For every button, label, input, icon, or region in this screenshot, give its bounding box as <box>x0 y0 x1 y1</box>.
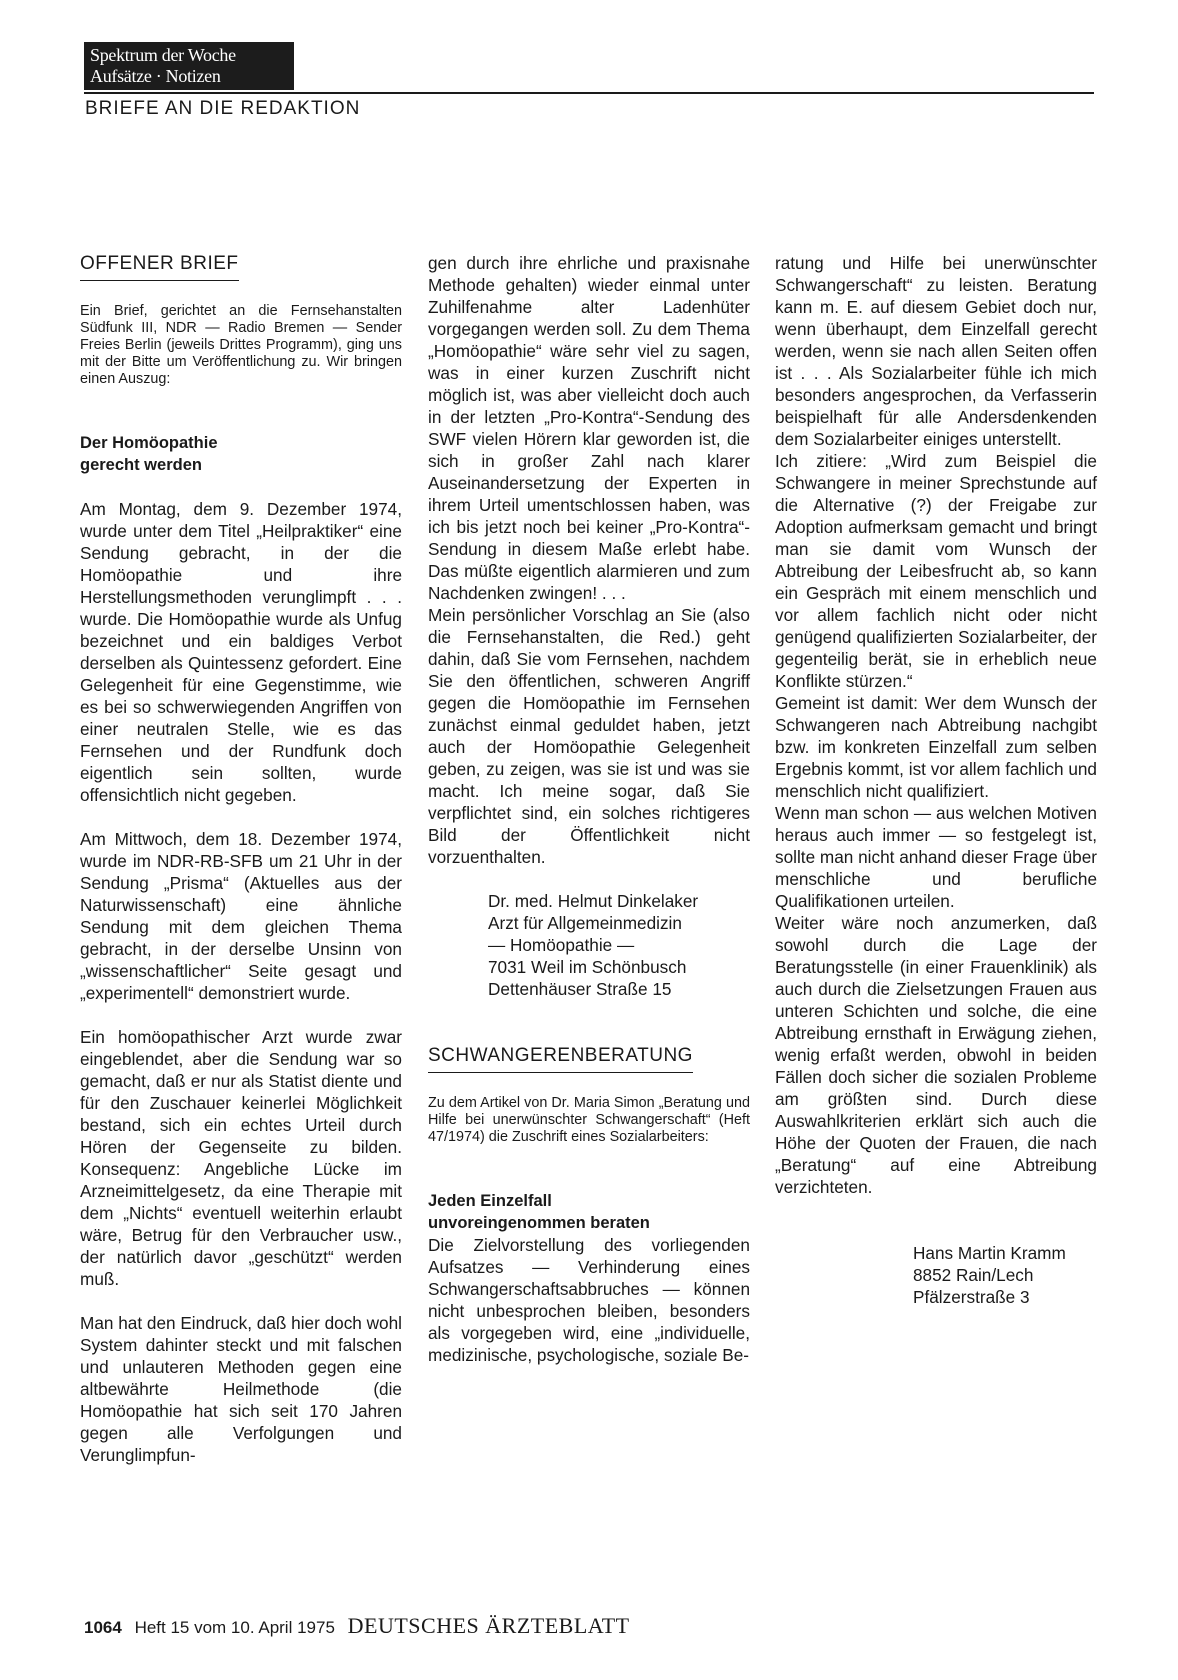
letter-2-subhead <box>428 1190 750 1234</box>
letter-1-intro: Ein Brief, gerichtet an die Fernsehanstalten Südfunk III, NDR — Radio Bremen — Sender Freies Berlin (jeweils Drittes Programm), ging uns mit der Bitte um Veröffentlichung zu. Wir bringen einen Auszug: <box>80 303 402 387</box>
signature-line: Hans Martin Kramm <box>913 1243 1066 1263</box>
signature-line: — Homöopathie — <box>488 935 635 955</box>
letter-1-heading: OFFENER BRIEF <box>80 253 239 281</box>
masthead-line-1: Spektrum der Woche <box>90 45 236 65</box>
letter-2-paragraph-3: Gemeint ist damit: Wer dem Wunsch der Schwangeren nach Abtreibung nachgibt bzw. im konkreten Einzelfall zum selben Ergebnis kommt, ist vor allem fachlich und menschlich nicht qualifiziert. <box>775 693 1097 801</box>
publication-name: DEUTSCHES ÄRZTEBLATT <box>347 1613 630 1638</box>
letter-2-subhead-line-1: Jeden Einzelfall <box>428 1192 552 1210</box>
letter-2-heading: SCHWANGERENBERATUNG <box>428 1045 693 1073</box>
page-number: 1064 <box>84 1618 122 1637</box>
header-rule <box>84 92 1094 94</box>
letter-1-subhead <box>80 432 402 476</box>
letter-1-paragraph-1: Am Montag, dem 9. Dezember 1974, wurde unter dem Titel „Heilpraktiker“ eine Sendung gebracht, in der die Homöopathie und ihre Herstellungsmethoden verunglimpft . . . wurde. Die Homöopathie wurde als Unfug bezeichnet und ein baldiges Verbot derselben als Quintessenz gefordert. Eine Gelegenheit für eine Gegenstimme, wie es bei so schwerwiegenden Angriffen von einer neutralen Stelle, wie es das Fernsehen und der Rundfunk doch eigentlich sein sollten, wurde offensichtlich nicht gegeben. <box>80 499 402 805</box>
letter-2-intro: Zu dem Artikel von Dr. Maria Simon „Beratung und Hilfe bei unerwünschter Schwangerschaft“ (Heft 47/1974) die Zuschrift eines Sozialarbeiters: <box>428 1095 750 1145</box>
letter-1-paragraph-4-continued: gen durch ihre ehrliche und praxisnahe Methode gehalten) wieder einmal unter Zuhilfenahme alter Ladenhüter vorgegangen werden soll. Zu dem Thema „Homöopathie“ wäre sehr viel zu sagen, was in einer kurzen Zuschrift nicht möglich ist, was aber vielleicht doch auch in der letzten „Pro-Kontra“-Sendung des SWF vielen Hörern klar geworden ist, die sich in großer Zahl nach klarer Auseinandersetzung der Experten in ihrem Urteil umentschlossen haben, was ich bis jetzt noch bei keiner „Pro-Kontra“-Sendung in diesem Maße erlebt habe. Das müßte eigentlich alarmieren und zum Nachdenken zwingen! . . . <box>428 253 750 603</box>
section-title: BRIEFE AN DIE REDAKTION <box>85 98 361 119</box>
letter-2-paragraph-2: Ich zitiere: „Wird zum Beispiel die Schwangere in meiner Sprechstunde auf die Alternative (?) der Freigabe zur Adoption aufmerksam gemacht und bringt man sie damit vom Wunsch der Abtreibung der Leibesfrucht ab, so kann ein Gespräch mit einem menschlich und vor allem fachlich nicht oder nicht genügend qualifizierten Sozialarbeiter, der gegenteilig berät, sie in erheblich neue Konflikte stürzen.“ <box>775 451 1097 691</box>
masthead-box <box>84 42 294 90</box>
letter-1-subhead-line-2: gerecht werden <box>80 456 202 474</box>
letter-2-paragraph-5: Weiter wäre noch anzumerken, daß sowohl durch die Lage der Beratungsstelle (in einer Frauenklinik) als auch durch die Zielsetzungen Frauen aus unteren Schichten und solche, die eine Abtreibung ernsthaft in Erwägung ziehen, wenig erfaßt werden, obwohl in beiden Fällen doch sicher die sozialen Probleme am größten sind. Durch diese Auswahlkriterien erklärt sich auch die Höhe der Quoten der Frauen, die nach „Beratung“ auf eine Abtreibung verzichteten. <box>775 913 1097 1197</box>
letter-2-paragraph-4: Wenn man schon — aus welchen Motiven heraus auch immer — so festgelegt ist, sollte man nicht anhand dieser Frage über menschliche und berufliche Qualifikationen urteilen. <box>775 803 1097 911</box>
signature-line: Dettenhäuser Straße 15 <box>488 979 672 999</box>
column-2 <box>428 252 750 1366</box>
letter-1-paragraph-4: Man hat den Eindruck, daß hier doch wohl System dahinter steckt und mit falschen und unlauteren Methoden gegen eine altbewährte Heilmethode (die Homöopathie hat sich seit 170 Jahren gegen alle Verfolgungen und Verunglimpfun- <box>80 1313 402 1465</box>
letter-1-paragraph-5: Mein persönlicher Vorschlag an Sie (also die Fernsehanstalten, die Red.) geht dahin, daß Sie vom Fernsehen, nachdem Sie den öffentlichen, schweren Angriff gegen die Homöopathie im Fernsehen zunächst einmal geduldet haben, jetzt auch der Homöopathie Gelegenheit geben, zu zeigen, was sie ist und was sie macht. Ich meine sogar, daß Sie verpflichtet sind, ein solches richtigeres Bild der Öffentlichkeit nicht vorzuenthalten. <box>428 605 750 867</box>
letter-2-subhead-line-2: unvoreingenommen beraten <box>428 1214 650 1232</box>
column-3 <box>775 252 1097 1308</box>
signature-line: Dr. med. Helmut Dinkelaker <box>488 891 699 911</box>
masthead-line-2: Aufsätze · Notizen <box>90 66 221 86</box>
signature-line: Pfälzerstraße 3 <box>913 1287 1030 1307</box>
issue-info: Heft 15 vom 10. April 1975 <box>134 1618 335 1637</box>
signature-line: 7031 Weil im Schönbusch <box>488 957 687 977</box>
column-1 <box>80 252 402 1466</box>
letter-2-paragraph-1-continued: ratung und Hilfe bei unerwünschter Schwangerschaft“ zu leisten. Beratung kann m. E. auf diesem Gebiet doch nur, wenn überhaupt, dem Einzelfall gerecht werden, wenn sie nach allen Seiten offen ist . . . Als Sozialarbeiter fühle ich mich besonders angesprochen, da Verfasserin beispielhaft für alle Andersdenkenden dem Sozialarbeiter einiges unterstellt. <box>775 253 1097 449</box>
letter-1-paragraph-2: Am Mittwoch, dem 18. Dezember 1974, wurde im NDR-RB-SFB um 21 Uhr in der Sendung „Prisma“ (Aktuelles aus der Naturwissenschaft) eine ähnliche Sendung mit dem gleichen Thema gebracht, in der derselbe Unsinn von „wissenschaftlicher“ Seite gesagt und „experimentell“ demonstriert wurde. <box>80 829 402 1003</box>
letter-2-paragraph-1: Die Zielvorstellung des vorliegenden Aufsatzes — Verhinderung eines Schwangerschaftsabbruches — können nicht unbesprochen bleiben, besonders als vorgegeben wird, eine „individuelle, medizinische, psychologische, soziale Be- <box>428 1235 750 1365</box>
letter-1-subhead-line-1: Der Homöopathie <box>80 434 218 452</box>
letter-1-paragraph-3: Ein homöopathischer Arzt wurde zwar eingeblendet, aber die Sendung war so gemacht, daß er nur als Statist diente und für den Zuschauer keinerlei Möglichkeit bestand, sich ein echtes Urteil durch Hören der Gegenseite zu bilden. Konsequenz: Angebliche Lücke im Arzneimittelgesetz, da eine Therapie mit dem „Nichts“ eventuell weiterhin erlaubt wäre, Betrug für den Verbraucher usw., der natürlich davor „geschützt“ werden muß. <box>80 1027 402 1289</box>
page-footer <box>84 1613 630 1639</box>
letter-1-signature <box>428 890 750 1000</box>
letter-2-signature <box>775 1242 1097 1308</box>
signature-line: Arzt für Allgemeinmedizin <box>488 913 682 933</box>
signature-line: 8852 Rain/Lech <box>913 1265 1034 1285</box>
